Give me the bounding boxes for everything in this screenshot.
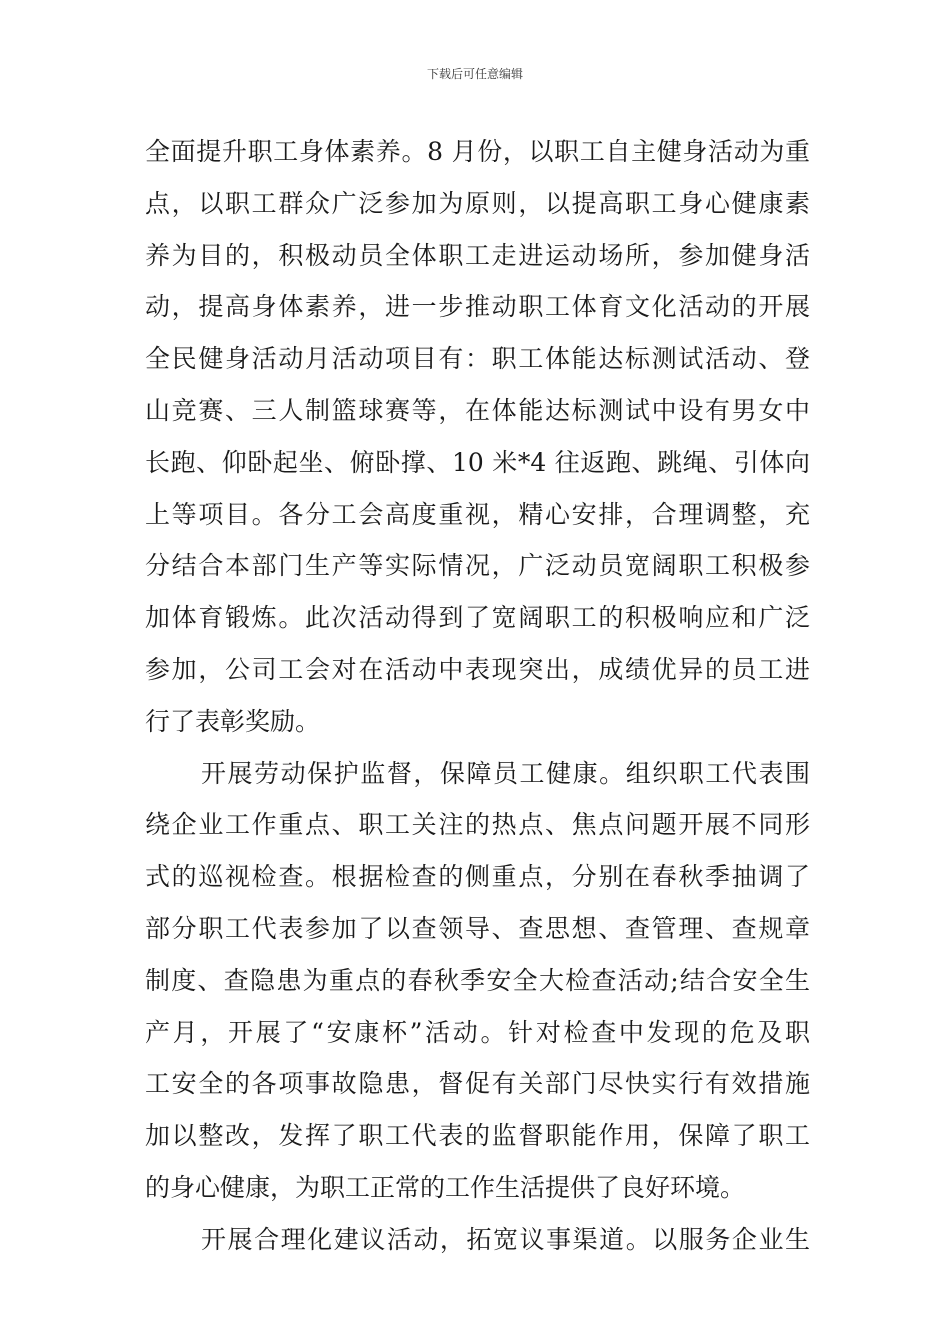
text-line: 养为目的，积极动员全体职工走进运动场所，参加健身活: [145, 240, 810, 270]
text-line: 行了表彰奖励。: [145, 706, 321, 736]
page-header: 下载后可任意编辑: [426, 67, 523, 81]
text-line: 产月，开展了“安康杯”活动。针对检查中发现的危及职: [145, 1017, 810, 1047]
document-body: [145, 126, 810, 1266]
text-line: 长跑、仰卧起坐、俯卧撑、10 米*4 往返跑、跳绳、引体向: [145, 447, 810, 477]
text-line: 全民健身活动月活动项目有：职工体能达标测试活动、登: [145, 344, 810, 374]
text-line: 制度、查隐患为重点的春秋季安全大检查活动;结合安全生: [145, 965, 810, 995]
text-line: 工安全的各项事故隐患，督促有关部门尽快实行有效措施: [145, 1069, 810, 1099]
text-line: 式的巡视检查。根据检查的侧重点，分别在春秋季抽调了: [145, 862, 810, 892]
text-line: 点，以职工群众广泛参加为原则，以提高职工身心健康素: [145, 188, 810, 218]
text-line: 山竞赛、三人制篮球赛等，在体能达标测试中设有男女中: [145, 395, 810, 425]
text-line: 开展合理化建议活动，拓宽议事渠道。以服务企业生: [201, 1224, 810, 1254]
text-line: 参加，公司工会对在活动中表现突出，成绩优异的员工进: [145, 654, 810, 684]
text-line: 全面提升职工身体素养。8 月份，以职工自主健身活动为重: [145, 137, 810, 166]
text-line: 绕企业工作重点、职工关注的热点、焦点问题开展不同形: [145, 810, 810, 840]
text-line: 部分职工代表参加了以查领导、查思想、查管理、查规章: [145, 913, 810, 943]
text-line: 上等项目。各分工会高度重视，精心安排，合理调整，充: [145, 499, 810, 529]
text-line: 开展劳动保护监督，保障员工健康。组织职工代表围: [201, 758, 810, 788]
text-line: 的身心健康，为职工正常的工作生活提供了良好环境。: [145, 1172, 746, 1202]
text-line: 分结合本部门生产等实际情况，广泛动员宽阔职工积极参: [145, 551, 810, 581]
text-line: 加以整改，发挥了职工代表的监督职能作用，保障了职工: [145, 1121, 810, 1151]
text-line: 动，提高身体素养，进一步推动职工体育文化活动的开展: [145, 292, 810, 322]
text-line: 加体育锻炼。此次活动得到了宽阔职工的积极响应和广泛: [145, 603, 810, 633]
